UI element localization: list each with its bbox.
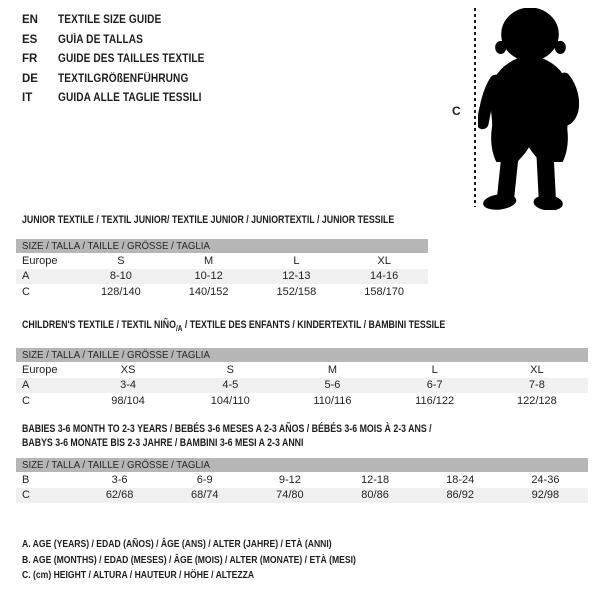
nino-a-subscript: /A [175,324,183,334]
row-label: B [22,473,30,486]
language-row [22,70,225,90]
children-textile-section [16,318,588,409]
language-row [22,50,225,70]
table-row [16,393,588,409]
size-cell: 98/104 [111,394,145,407]
size-cell: 116/122 [415,394,455,407]
size-cell: 92/98 [531,489,560,502]
height-measure-label: C [452,104,461,118]
baby-figure [440,0,600,220]
size-cell: M [204,254,214,267]
size-cell: 24-36 [531,473,560,486]
guide-title: GUÍA DE TALLAS [58,33,144,46]
row-label: C [22,394,30,407]
size-cell: 5-6 [324,379,341,392]
table-row [16,488,588,504]
junior-section-title: JUNIOR TEXTILE / TEXTIL JUNIOR/ TEXTILE JUNIOR / JUNIORTEXTIL / JUNIOR TESSILE [22,214,395,226]
size-cell: M [327,363,338,376]
guide-title: TEXTILGRÖßENFÜHRUNG [58,72,189,85]
size-cell: 18-24 [446,473,475,486]
size-cell: 62/68 [105,489,134,502]
guide-title: TEXTILE SIZE GUIDE [58,14,162,26]
language-code: DE [22,72,38,85]
size-cell: 122/128 [516,394,557,407]
language-code: ES [22,33,38,46]
size-cell: 74/80 [276,489,304,502]
size-header-bar: SIZE / TALLA / TAILLE / GRÖSSE / TAGLIA [16,458,588,472]
size-cell: 80/86 [361,489,389,502]
legend-note: C. (cm) HEIGHT / ALTURA / HAUTEUR / HÖHE / ALTEZZA [22,569,255,581]
language-row [22,11,225,31]
size-cell: XS [120,363,136,376]
language-code: EN [22,14,38,26]
size-cell: 86/92 [446,489,474,502]
size-cell: 110/116 [313,394,352,407]
babies-size-table [16,472,588,503]
size-cell: 152/158 [276,285,317,298]
language-row [22,31,225,51]
size-cell: 14-16 [370,270,399,283]
table-row [16,253,428,269]
babies-section-title-line1: BABIES 3-6 MONTH TO 2-3 YEARS / BEBÉS 3-6 MESES A 2-3 AÑOS / BÉBÉS 3-6 MOIS À 2-3 ANS / [22,423,432,435]
size-cell: 104/110 [210,394,250,407]
size-cell: 10-12 [194,270,223,283]
size-header-bar: SIZE / TALLA / TAILLE / GRÖSSE / TAGLIA [16,239,428,253]
row-label: A [22,270,30,283]
row-label: C [22,285,30,298]
height-measure-dashed-line [474,8,476,207]
language-code: FR [22,53,38,65]
size-header-bar: SIZE / TALLA / TAILLE / GRÖSSE / TAGLIA [16,348,588,362]
table-row [16,269,428,285]
size-cell: 3-4 [120,379,137,392]
size-cell: 158/170 [364,285,404,298]
size-cell: L [293,254,300,267]
size-cell: 12-18 [360,473,390,486]
size-cell: 140/152 [188,285,229,298]
size-cell: 6-7 [426,379,443,392]
size-cell: S [226,363,234,376]
size-cell: L [431,363,438,376]
row-label: Europe [22,363,58,376]
size-cell: 128/140 [100,285,141,298]
language-header [22,11,225,109]
table-row [16,378,588,394]
row-label: A [22,379,30,392]
baby-silhouette-icon [478,8,582,210]
legend-note: B. AGE (MONTHS) / EDAD (MESES) / ÂGE (MOIS) / ALTER (MONATE) / ETÀ (MESI) [22,553,356,566]
junior-size-table [16,253,428,300]
size-cell: 8-10 [109,270,132,283]
babies-section-title-line2: BABYS 3-6 MONATE BIS 2-3 JAHRE / BAMBINI 3-6 MESI A 2-3 ANNI [22,437,304,449]
size-cell: 68/74 [190,489,219,502]
children-section-title: CHILDREN'S TEXTILE / TEXTIL $NIÑO_{/A}$ / TEXTILE DES ENFANTS / KINDERTEXTIL / BAMBINI TESSILE [22,319,446,334]
row-label: Europe [22,254,58,267]
size-cell: S [117,254,125,267]
size-cell: 9-12 [278,473,301,486]
size-cell: 7-8 [528,379,545,392]
language-row [22,89,225,109]
size-cell: 6-9 [196,473,213,486]
table-row [16,284,428,300]
size-cell: 12-13 [282,270,311,283]
language-code: IT [22,92,33,104]
legend-notes [22,537,429,584]
row-label: C [22,489,30,502]
table-row [16,362,588,378]
guide-title: GUIDA ALLE TAGLIE TESSILI [58,92,202,104]
children-size-table [16,362,588,409]
size-cell: 4-5 [222,379,239,392]
junior-textile-section [16,213,428,300]
size-cell: XL [530,363,544,376]
table-row [16,472,588,488]
size-cell: XL [377,254,391,267]
legend-note: A. AGE (YEARS) / EDAD (AÑOS) / ÂGE (ANS) / ALTER (JAHRE) / ETÀ (ANNI) [22,538,332,550]
size-cell: 3-6 [111,473,128,486]
babies-textile-section [16,422,588,503]
guide-title: GUIDE DES TAILLES TEXTILE [58,53,205,65]
